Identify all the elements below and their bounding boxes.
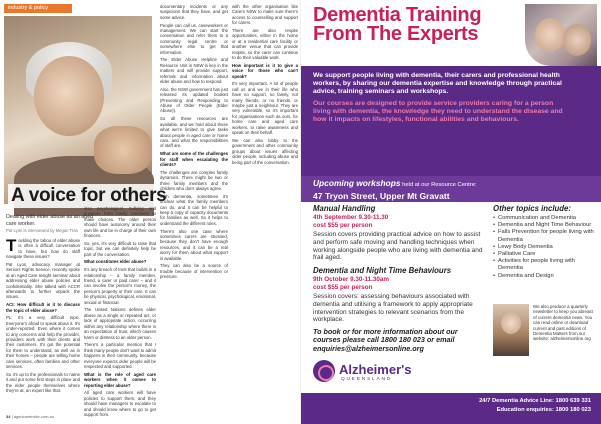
article-paragraph: There are also respite opportunities, either in the home or at a residential care facility or another venue that can provide respite, so the carer can continue to do their valuable work. xyxy=(232,28,298,61)
article-column-4 xyxy=(232,4,298,414)
article-paragraph: documentary incidents or any suspicions that they have, and get some advice. xyxy=(160,4,228,20)
section-tag: industry & policy xyxy=(4,4,72,13)
article-column-1 xyxy=(6,238,80,414)
alzheimers-logo-icon xyxy=(313,360,335,382)
topic-item: • Dementia and Night Time Behaviour xyxy=(493,222,597,229)
newsletter-photo xyxy=(493,304,529,356)
newsletter-note: We also produce a quarterly newsletter to keep you abreast of current dementia news. You can read online or download current and past editions of Dementia Matters from our website: alzheimersonline.org xyxy=(533,304,593,342)
event-2-date: 9th October 9.30-11.30am xyxy=(313,276,389,283)
right-page xyxy=(300,0,600,424)
article-paragraph: The Elder Abuse Helpline and Resource Unit in NSW is key in the matters and will provide support, referrals and information about elder abuse and how to respond. xyxy=(160,57,228,85)
drop-cap: T xyxy=(6,236,17,255)
article-question: What are some of the challenges for staff when escalating the clients? xyxy=(160,151,228,167)
alzheimers-logo xyxy=(313,358,433,388)
left-page xyxy=(0,0,300,424)
contact-bar xyxy=(301,393,601,424)
topic-item: • Dementia and Design xyxy=(493,273,597,280)
event-2-cost: cost $55 per person xyxy=(313,283,373,291)
topic-item: • Communication and Dementia xyxy=(493,215,597,222)
article-paragraph: PL: It's a very difficult topic. Everyone's afraid to speak about it. It's under-reported. Even where it comes to any concerns and help the provider, providers work with their clients and their customers. It's got the potential for them to understand, as well as in their homes – people are telling home care services, often families and other services. xyxy=(6,315,80,370)
article-paragraph: Pat Lyon, advocacy manager at Seniors Rights Service, recently spoke at an Aged Care Insight seminar about addressing elder abuse policies and confidentiality. She talked with ACCR afterwards to further unpack the issues. xyxy=(6,262,80,300)
other-topics xyxy=(493,204,597,280)
article-question: What is the role of aged care workers when it comes to reporting elder abuse? xyxy=(84,371,156,388)
topic-item: • Lewy Body Dementia xyxy=(493,244,597,251)
article-paragraph: With dementia, sometimes it's unclear what the family members can do, and it can be helpful to keep a copy of capacity documents for families as well. So it helps to understand the different roles. xyxy=(160,193,228,226)
article-paragraph: So it's up to the professionals to name it and put some first steps in place and the elder people themselves where they're at, an expert like that. xyxy=(6,371,80,394)
logo-sub: QUEENSLAND xyxy=(341,377,393,382)
topic-item: • Activities for people living with Dementia xyxy=(493,258,597,272)
topic-item: • Palliative Care xyxy=(493,251,597,258)
article-paragraph: So, yes, it's very difficult to raise that topic, but we can definitely help be part of the conversation. xyxy=(84,240,156,257)
article-paragraph: We can also lobby to the government and other community groups about issues affecting older people, including abuse and being part of the conversation. xyxy=(232,137,298,165)
footer-site: agedcareinsite.com.au xyxy=(13,414,54,419)
advice-line: 24/7 Dementia Advice Line: 1800 639 331 xyxy=(479,398,591,404)
education-line: Education enquiries: 1800 180 023 xyxy=(496,406,591,413)
article-byline: Pat Lyon is interviewed by Megan Tran xyxy=(6,228,79,233)
events-heading: Upcoming workshops xyxy=(313,178,401,188)
logo-name: Alzheimer's xyxy=(339,362,412,377)
events-bar xyxy=(301,176,601,202)
article-paragraph: There's also one case where sometimes carers are stressed, because they don't have enough resources, and it can be a real worry for them about what support is available. xyxy=(160,228,228,261)
article-paragraph: All aged care workers will have policies to support them, and they should have managers to escalate to and should know where to go to get support from. xyxy=(84,390,156,417)
hero-photo xyxy=(4,16,152,204)
page-number: 34 xyxy=(6,414,11,419)
events-sub: held at our Resource Centre: xyxy=(400,182,477,188)
article-paragraph: Also, the NSW government has just released its updated booklet (Preventing and Responding to Abuse of Older People (Elder Abuse)). xyxy=(160,86,228,114)
article-paragraph: They can also be a source of trouble because of intervention or pressure. xyxy=(160,263,228,280)
other-topics-title: Other topics include: xyxy=(493,204,571,213)
event-1-cost: cost $55 per person xyxy=(313,221,373,229)
article-paragraph: The United Nations defines elder abuse as a single or repeated act, or lack of appropriate action, occurring within any relationship where there is an expectation of trust, which causes harm or distress to an older person. xyxy=(84,307,156,340)
article-paragraph: It's any breach of trust that builds in a relationship – a family member, friend, a carer or paid carer – and it can involve the person's money, the person's property or their care. It can be physical, psychological, emotional, sexual or financial. xyxy=(84,267,156,305)
article-column-3 xyxy=(160,4,228,414)
article-lede: Dealing with elder abuse as an aged care worker. xyxy=(6,214,94,227)
article-paragraph-text: ackling the taboo of elder abuse is often a difficult conversation to have, but how do staff navigate these issues? xyxy=(6,238,80,260)
article-question: ACI: How difficult is it to discuss the topic of elder abuse? xyxy=(6,302,80,313)
article-question: How important is it to give a voice for those who can't speak? xyxy=(232,62,298,79)
events-venue: 47 Tryon Street, Upper Mt Gravatt xyxy=(313,191,450,201)
article-paragraph: It's very important. A lot of people call us and we in their life who have no support, no family, not many friends, or no friends, or maybe just a neighbour. They are very vulnerable, so it's important for organisations such as ours, for home care and aged care workers, to raise awareness and speak on their behalf. xyxy=(232,81,298,136)
article-paragraph: with the other organisation like Carers NSW to make sure there's access to counselling and support for carers. xyxy=(232,4,298,26)
ad-title: Dementia Training From The Experts xyxy=(313,4,482,45)
event-1-date: 4th September 9.30-11.30 xyxy=(313,214,389,221)
event-2-desc: Session covers: assessing behaviours associated with dementia and utilising a framework to apply appropriate intervention strategies to relevant scenarios from the workplace. xyxy=(313,293,473,324)
article-paragraph xyxy=(6,238,80,260)
topic-item: • Falls Prevention for people living with Dementia xyxy=(493,229,597,243)
ad-intro-box xyxy=(301,66,601,176)
events-list xyxy=(313,204,483,353)
article-paragraph: People can call us, caseworkers or management. We can start the conversation and refer them to a community legal centre or somewhere else to get that information. xyxy=(160,22,228,55)
page-footer: 34 | agedcareinsite.com.au xyxy=(6,414,54,419)
article-paragraph: There's a particular mention that I think many people don't want to admit happens in their community, because everyone expects older people will be respected and supported. xyxy=(84,342,157,369)
ad-photo xyxy=(525,4,597,66)
ad-intro-1: We support people living with dementia, their carers and professional health workers, by sharing our dementia expertise and knowledge through practical advice, training seminars and workshops. xyxy=(313,72,562,96)
event-2-title: Dementia and Night Time Behaviours xyxy=(313,266,452,275)
article-paragraph: also psychological, bullying and pressure from family members to make choices. The older person should have autonomy around their own life and be in charge of their own finances. xyxy=(84,206,156,239)
article-column-2 xyxy=(84,206,157,417)
article-paragraph: So all these resources are available, and we hold about those what we're limited to give tasks about people in aged care or home care, and what the responsibilities of staff are. xyxy=(160,116,228,149)
event-1-desc: Session covers providing practical advice on how to assist and perform safe moving and handling techniques when working alongside people who are living with dementia and frail aged. xyxy=(313,231,483,262)
article-headline: A voice for others xyxy=(8,184,169,208)
other-topics-list xyxy=(493,215,597,280)
booking-call-to-action: To book or for more information about our courses please call 1800 180 023 or email enquiries@alzheimersonline.org xyxy=(313,327,458,353)
event-1-title: Manual Handling xyxy=(313,204,376,213)
article-question: What constitutes elder abuse? xyxy=(84,259,147,265)
ad-intro-2: Our courses are designed to provide service providers caring for a person living with dementia, the knowledge they need to understand the disease and how it impacts on lifestyles, functional abilities and behaviours. xyxy=(313,99,563,124)
article-paragraph: The challenges are complex family dynamics. There might be two or three family members and the children who don't always agree. xyxy=(160,169,228,191)
